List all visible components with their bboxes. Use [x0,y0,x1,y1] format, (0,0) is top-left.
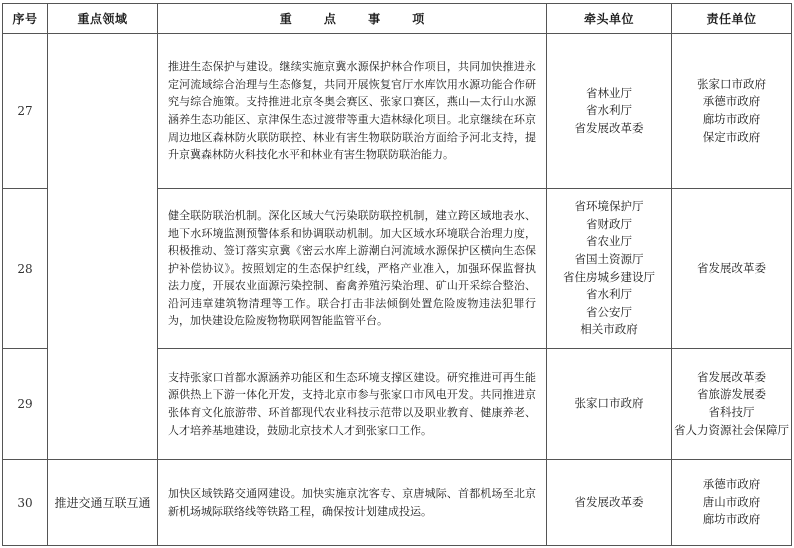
row-lead-units [547,349,672,460]
lead-unit: 省林业厅 [586,85,632,100]
row-task: 支持张家口首都水源涵养功能区和生态环境支撑区建设。研究推进可再生能源供热上下游一体化开发，支持北京市参与张家口市风电开发。共同推进京张体育文化旅游带、环首都现代农业科技示范带以及职业教育、健康养老、人才培养基地建设，鼓励北京技术人才到张家口工作。 [158,349,547,460]
row-number: 29 [3,349,48,460]
lead-unit: 省水利厅 [586,287,632,302]
row-task: 加快区域铁路交通网建设。加快实施京沈客专、京唐城际、首都机场至北京新机场城际联络线等铁路工程，确保按计划建成投运。 [158,460,547,546]
table-row [3,34,792,189]
lead-unit: 省国土资源厅 [574,251,644,266]
resp-unit: 省旅游发展委 [697,387,766,402]
resp-unit: 唐山市政府 [702,494,761,509]
row-lead-units [547,460,672,546]
lead-unit: 省农业厅 [586,234,632,249]
row-number: 27 [3,34,48,189]
table-row [3,460,792,546]
resp-unit: 张家口市政府 [697,76,766,91]
resp-unit: 廊坊市政府 [702,512,761,527]
row-resp-units [672,189,792,349]
row-resp-units [672,349,792,460]
row-area [48,34,158,460]
lead-unit: 省发展改革委 [574,494,644,509]
lead-unit: 省住房城乡建设厅 [563,269,655,284]
row-task: 健全联防联治机制。深化区域大气污染联防联控机制，建立跨区域地表水、地下水环境监测预警体系和协调联动机制。加大区域水环境联合治理力度，积极推动、签订落实京冀《密云水库上游潮白河流域水源保护区横向生态保护补偿协议》。按照划定的生态保护红线，严格产业准入，加强环保监督执法力度，开展农业面源污染控制、畜禽养殖污染治理、矿山开采综合整治、沿河违章建筑物清理等工作。联合打击非法倾倒处置危险废物违法犯罪行为，加快建设危险废物物联网智能监管平台。 [158,189,547,349]
lead-unit: 张家口市政府 [574,396,644,411]
row-task: 推进生态保护与建设。继续实施京冀水源保护林合作项目，共同加快推进永定河流域综合治理与生态修复，共同开展恢复官厅水库饮用水源功能合作研究与综合施策。支持推进北京冬奥会赛区、张家口赛区，燕山—太行山水源涵养生态功能区、京津保生态过渡带等重大造林绿化项目。北京继续在环京周边地区森林防火联防联控、林业有害生物联防联治方面给予河北支持，提升京冀森林防火科技化水平和林业有害生物联防联治能力。 [158,34,547,189]
row-number: 30 [3,460,48,546]
header-area: 重点领域 [48,4,158,34]
lead-unit: 省公安厅 [586,304,632,319]
header-row [3,4,792,34]
resp-unit: 省科技厅 [708,405,755,419]
lead-unit: 省财政厅 [586,216,632,231]
row-area: 推进交通互联互通 [48,460,158,546]
row-lead-units [547,189,672,349]
header-lead: 牵头单位 [547,4,672,34]
plan-table [2,3,792,546]
row-lead-units [547,34,672,189]
resp-unit: 廊坊市政府 [702,112,761,126]
resp-unit: 承德市政府 [702,477,761,492]
row-resp-units [672,460,792,546]
row-resp-units [672,34,792,189]
resp-unit: 保定市政府 [702,129,761,144]
header-num: 序号 [3,4,48,34]
lead-unit: 省水利厅 [586,103,632,118]
resp-unit: 省发展改革委 [697,260,766,275]
row-number: 28 [3,189,48,349]
lead-unit: 相关市政府 [580,322,638,337]
header-resp: 责任单位 [672,4,792,34]
resp-unit: 省人力资源社会保障厅 [674,422,789,437]
lead-unit: 省发展改革委 [574,120,644,135]
resp-unit: 承德市政府 [702,94,761,109]
lead-unit: 省环境保护厅 [574,199,644,214]
resp-unit: 省发展改革委 [697,369,766,384]
header-task: 重 点 事 项 [158,4,547,34]
